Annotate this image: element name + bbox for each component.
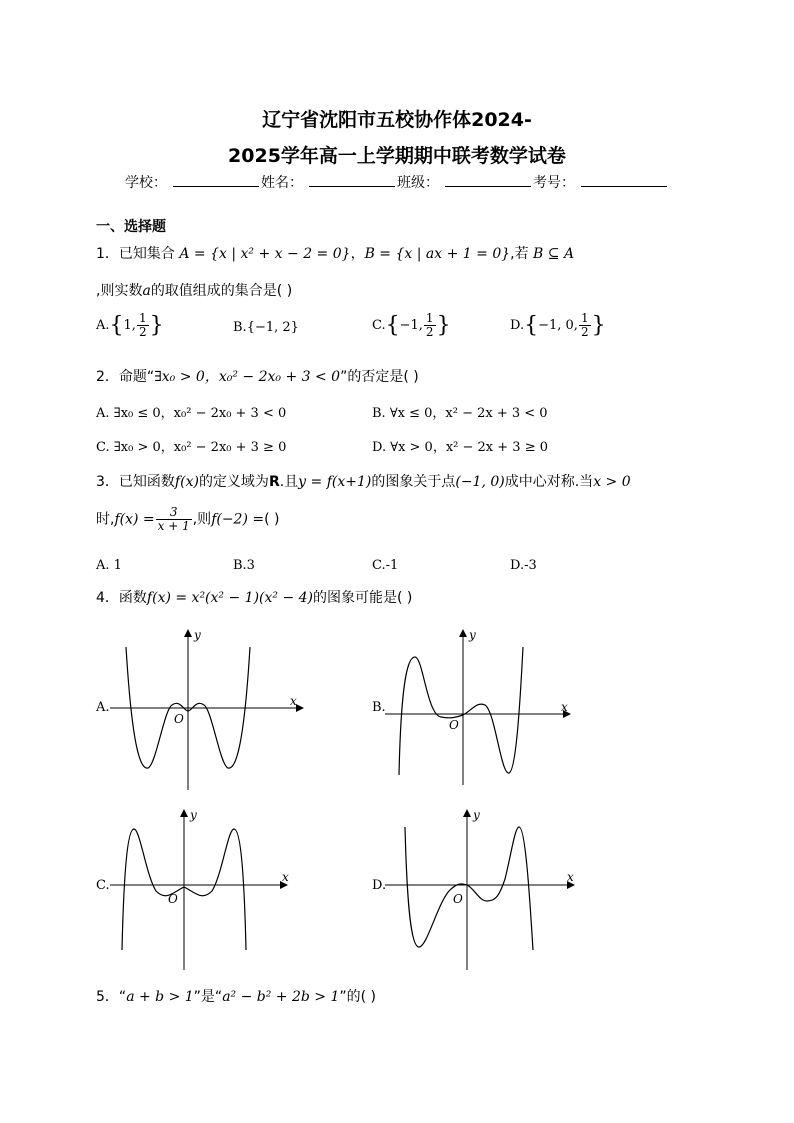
q1-condition: B ⊆ A xyxy=(533,246,575,262)
q3-option-a[interactable]: A. 1 xyxy=(96,558,122,573)
q1-line2-rest: 的取值组成的集合是( ) xyxy=(150,283,293,299)
q5-cond-2: a² − b² + 2b > 1 xyxy=(222,989,340,1005)
q3-cond: x > 0 xyxy=(593,474,631,490)
q5-cond-1: a + b > 1 xyxy=(126,989,194,1005)
title-line-1: 辽宁省沈阳市五校协作体2024- xyxy=(262,109,532,131)
axis-y-label: y xyxy=(469,628,476,642)
school-label: 学校： xyxy=(125,175,167,191)
q3-line2-a: 时, xyxy=(96,511,115,528)
q3-eq: y = f(x+1) xyxy=(298,474,372,490)
axis-y-label: y xyxy=(194,628,201,642)
q1-a-label: A. xyxy=(96,318,110,333)
q4-graph-d[interactable] xyxy=(385,805,585,975)
origin-label: O xyxy=(453,892,463,906)
q1-c-fraction: $\frac{1}{2}$ xyxy=(425,311,434,339)
q3-number: 3． xyxy=(96,474,119,490)
curve xyxy=(405,827,533,950)
q1-b-label: B. xyxy=(233,320,247,335)
q2-pre: 命题“ xyxy=(118,369,155,385)
q4-number: 4． xyxy=(96,590,119,606)
q1-d-fraction: $\frac{1}{2}$ xyxy=(580,311,589,339)
q3-option-b[interactable]: B.3 xyxy=(233,558,255,573)
q1-text: 已知集合 xyxy=(118,246,175,262)
q1-d-pre: −1, 0, xyxy=(538,318,578,333)
q3-text-3: .且 xyxy=(279,474,299,490)
question-4 xyxy=(96,587,412,607)
q5-text-3: ”的( ) xyxy=(339,989,377,1005)
q3-text-5: 成中心对称.当 xyxy=(504,474,594,490)
question-2 xyxy=(96,366,419,386)
q1-option-a[interactable]: A.{1, $\frac{1}{2}$ } xyxy=(96,311,164,339)
q3-R: R xyxy=(268,474,280,490)
student-info-row xyxy=(125,172,669,192)
q1-comma: ， xyxy=(350,246,365,262)
q2-option-b[interactable]: B. ∀x ≤ 0，x² − 2x + 3 < 0 xyxy=(372,406,548,421)
y-axis-arrow-icon xyxy=(184,629,192,637)
q4-function: f(x) = x²(x² − 1)(x² − 4) xyxy=(146,590,314,606)
q3-line2-c: ( ) xyxy=(264,511,280,528)
q1-option-c[interactable]: C.{−1, $\frac{1}{2}$ } xyxy=(372,311,451,339)
axis-y-label: y xyxy=(190,808,197,822)
question-1-line-2 xyxy=(96,280,292,300)
q3-fx: f(x) xyxy=(174,474,199,490)
q3-option-d[interactable]: D.-3 xyxy=(510,558,537,573)
x-axis-arrow-icon xyxy=(296,704,304,712)
q4-graph-b[interactable] xyxy=(385,625,585,795)
q1-b-text: {−1, 2} xyxy=(246,320,299,335)
q4-text-2: 的图象可能是( ) xyxy=(313,590,413,606)
q1-set-b: B = {x | ax + 1 = 0} xyxy=(364,246,511,262)
q4-graph-c[interactable] xyxy=(110,805,310,975)
q1-a-pre: 1, xyxy=(123,318,136,333)
q3-text-4: 的图象关于点 xyxy=(371,474,456,490)
q1-set-a: A = {x | x² + x − 2 = 0} xyxy=(179,246,351,262)
number-blank[interactable] xyxy=(581,174,667,187)
q1-number: 1． xyxy=(96,246,119,262)
q4-graph-a[interactable] xyxy=(110,625,310,795)
q3-text-1: 已知函数 xyxy=(118,474,175,490)
q3-ask: f(−2) = xyxy=(211,511,265,528)
class-blank[interactable] xyxy=(445,174,531,187)
q4-label-d[interactable]: D. xyxy=(372,878,387,893)
axis-y-label: y xyxy=(473,808,480,822)
question-3-line-2 xyxy=(96,506,280,533)
question-5 xyxy=(96,986,376,1006)
title-line-2: 2025学年高一上学期期中联考数学试卷 xyxy=(228,145,566,167)
axis-x-label: x xyxy=(282,870,289,884)
origin-label: O xyxy=(449,718,459,732)
q2-option-c[interactable]: C. ∃x₀ > 0，x₀² − 2x₀ + 3 ≥ 0 xyxy=(96,440,287,455)
axis-x-label: x xyxy=(561,700,568,714)
y-axis-arrow-icon xyxy=(459,629,467,637)
q2-option-a[interactable]: A. ∃x₀ ≤ 0，x₀² − 2x₀ + 3 < 0 xyxy=(96,406,287,421)
q3-fraction: $\frac{3}{x + 1}$ xyxy=(157,505,190,533)
question-1-line-1 xyxy=(96,243,574,263)
q3-fx2: f(x) = xyxy=(114,511,155,528)
q2-proposition: ∃x₀ > 0，x₀² − 2x₀ + 3 < 0 xyxy=(154,369,341,385)
q1-var: a xyxy=(142,283,151,299)
class-label: 班级： xyxy=(397,175,439,191)
q1-c-pre: −1, xyxy=(399,318,423,333)
y-axis-arrow-icon xyxy=(463,809,471,817)
y-axis-arrow-icon xyxy=(180,809,188,817)
q4-label-c[interactable]: C. xyxy=(96,878,110,893)
q3-line2-b: ,则 xyxy=(192,511,212,528)
q3-point: (−1, 0) xyxy=(455,474,505,490)
q3-text-2: 的定义域为 xyxy=(198,474,269,490)
q4-label-a[interactable]: A. xyxy=(96,700,110,715)
number-label: 考号： xyxy=(533,175,575,191)
q2-number: 2． xyxy=(96,369,119,385)
q1-c-label: C. xyxy=(372,318,386,333)
q1-line2-text: ,则实数 xyxy=(96,283,143,299)
q2-post: ”的否定是( ) xyxy=(340,369,419,385)
curve xyxy=(399,647,523,775)
q3-option-c[interactable]: C.-1 xyxy=(372,558,399,573)
school-blank[interactable] xyxy=(173,174,259,187)
origin-label: O xyxy=(174,712,184,726)
q4-text-1: 函数 xyxy=(118,590,147,606)
origin-label: O xyxy=(168,892,178,906)
q5-number: 5． xyxy=(96,989,119,1005)
q1-option-b[interactable] xyxy=(233,320,299,335)
q5-text-2: ”是“ xyxy=(193,989,223,1005)
q1-ruo: ,若 xyxy=(510,246,529,262)
q1-a-fraction: $\frac{1}{2}$ xyxy=(138,311,147,339)
axis-x-label: x xyxy=(567,870,574,884)
axis-x-label: x xyxy=(290,694,297,708)
name-label: 姓名： xyxy=(261,175,303,191)
question-3-line-1 xyxy=(96,471,631,491)
q4-label-b[interactable]: B. xyxy=(372,700,386,715)
q1-option-d[interactable]: D.{−1, 0, $\frac{1}{2}$ } xyxy=(510,311,606,339)
name-blank[interactable] xyxy=(309,174,395,187)
q5-quote-open: “ xyxy=(118,989,127,1005)
q1-d-label: D. xyxy=(510,318,525,333)
section-heading: 一、选择题 xyxy=(96,219,166,235)
q2-option-d[interactable]: D. ∀x > 0，x² − 2x + 3 ≥ 0 xyxy=(372,440,548,455)
